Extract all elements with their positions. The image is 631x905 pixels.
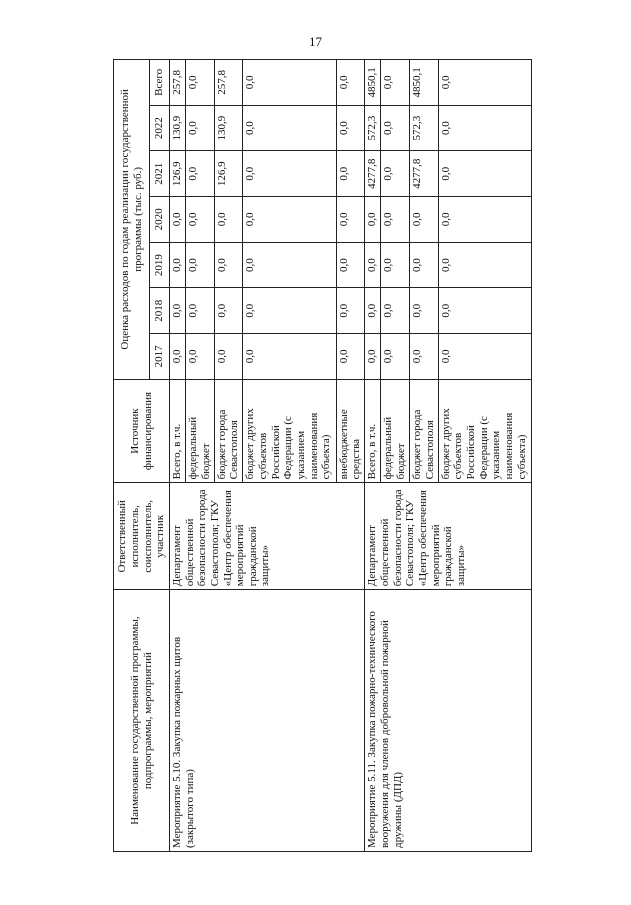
value-cell: 257,8 [214, 60, 243, 106]
header-year: 2021 [150, 151, 170, 197]
table-row [365, 60, 381, 852]
value-cell: 130,9 [214, 105, 243, 151]
value-cell: 0,0 [214, 334, 243, 380]
value-cell: 0,0 [365, 242, 381, 288]
value-cell: 0,0 [410, 197, 439, 243]
source-cell: бюджет города Севастополя [410, 379, 439, 483]
value-cell: 126,9 [214, 151, 243, 197]
value-cell: 0,0 [365, 288, 381, 334]
header-source: Источник финансирования [114, 379, 170, 483]
header-year: 2019 [150, 242, 170, 288]
value-cell: 0,0 [365, 334, 381, 380]
header-year: 2020 [150, 197, 170, 243]
header-estimate: Оценка расходов по годам реализации государственной программы (тыс. руб.) [114, 60, 150, 380]
value-cell: 0,0 [438, 242, 531, 288]
header-executor: Ответственный исполнитель, соисполнитель, участник [114, 483, 170, 590]
value-cell: 0,0 [185, 105, 214, 151]
header-year: 2022 [150, 105, 170, 151]
value-cell: 0,0 [336, 151, 365, 197]
value-cell: 0,0 [185, 242, 214, 288]
rotated-table-container [113, 59, 532, 852]
value-cell: 4850,1 [410, 60, 439, 106]
value-cell: 0,0 [381, 242, 410, 288]
value-cell: 4277,8 [365, 151, 381, 197]
value-cell: 0,0 [243, 151, 336, 197]
value-cell: 4850,1 [365, 60, 381, 106]
source-cell: Всего, в т.ч. [365, 379, 381, 483]
value-cell: 0,0 [243, 60, 336, 106]
value-cell: 0,0 [365, 197, 381, 243]
value-cell: 0,0 [185, 288, 214, 334]
value-cell: 0,0 [438, 288, 531, 334]
header-total: Всего [150, 60, 170, 106]
value-cell: 0,0 [410, 288, 439, 334]
value-cell: 0,0 [336, 60, 365, 106]
value-cell: 0,0 [243, 288, 336, 334]
value-cell: 0,0 [438, 151, 531, 197]
header-year: 2018 [150, 288, 170, 334]
value-cell: 0,0 [170, 334, 186, 380]
value-cell: 0,0 [336, 197, 365, 243]
header-name: Наименование государственной программы, подпрограммы, мероприятий [114, 590, 170, 852]
measure-name: Мероприятие 5.10. Закупка пожарных щитов (закрытого типа) [170, 590, 365, 852]
value-cell: 0,0 [381, 151, 410, 197]
value-cell: 0,0 [170, 197, 186, 243]
value-cell: 0,0 [185, 151, 214, 197]
header-year: 2017 [150, 334, 170, 380]
value-cell: 0,0 [185, 60, 214, 106]
value-cell: 0,0 [410, 242, 439, 288]
value-cell: 0,0 [336, 334, 365, 380]
value-cell: 0,0 [381, 105, 410, 151]
value-cell: 0,0 [185, 334, 214, 380]
value-cell: 257,8 [170, 60, 186, 106]
budget-table [113, 59, 532, 852]
measure-executor: Департамент общественной безопасности города Севастополя; ГКУ «Центр обеспечения мероприятий гражданской защиты» [365, 483, 532, 590]
value-cell: 0,0 [438, 197, 531, 243]
value-cell: 0,0 [243, 197, 336, 243]
value-cell: 0,0 [214, 197, 243, 243]
value-cell: 0,0 [243, 242, 336, 288]
value-cell: 0,0 [381, 334, 410, 380]
value-cell: 0,0 [410, 334, 439, 380]
value-cell: 0,0 [381, 288, 410, 334]
value-cell: 0,0 [336, 242, 365, 288]
value-cell: 572,3 [365, 105, 381, 151]
value-cell: 0,0 [336, 105, 365, 151]
source-cell: бюджет других субъектов Российской Федерации (с указанием наименования субъекта) [243, 379, 336, 483]
source-cell: бюджет других субъектов Российской Федерации (с указанием наименования субъекта) [438, 379, 531, 483]
page-number: 17 [309, 34, 322, 49]
source-cell: Всего, в т.ч. [170, 379, 186, 483]
value-cell: 0,0 [381, 197, 410, 243]
value-cell: 0,0 [336, 288, 365, 334]
value-cell: 0,0 [381, 60, 410, 106]
value-cell: 0,0 [438, 105, 531, 151]
source-cell: федеральный бюджет [381, 379, 410, 483]
value-cell: 126,9 [170, 151, 186, 197]
value-cell: 0,0 [214, 242, 243, 288]
value-cell: 0,0 [243, 334, 336, 380]
value-cell: 572,3 [410, 105, 439, 151]
value-cell: 0,0 [185, 197, 214, 243]
measure-name: Мероприятие 5.11. Закупка пожарно-технического вооружения для членов добровольной пожарной дружины (ДПД) [365, 590, 532, 852]
measure-executor: Департамент общественной безопасности города Севастополя; ГКУ «Центр обеспечения мероприятий гражданской защиты» [170, 483, 365, 590]
source-cell: внебюджетные средства [336, 379, 365, 483]
value-cell: 0,0 [170, 242, 186, 288]
value-cell: 130,9 [170, 105, 186, 151]
value-cell: 0,0 [243, 105, 336, 151]
value-cell: 0,0 [438, 60, 531, 106]
table-row [170, 60, 186, 852]
value-cell: 0,0 [438, 334, 531, 380]
value-cell: 4277,8 [410, 151, 439, 197]
source-cell: федеральный бюджет [185, 379, 214, 483]
value-cell: 0,0 [170, 288, 186, 334]
value-cell: 0,0 [214, 288, 243, 334]
source-cell: бюджет города Севастополя [214, 379, 243, 483]
